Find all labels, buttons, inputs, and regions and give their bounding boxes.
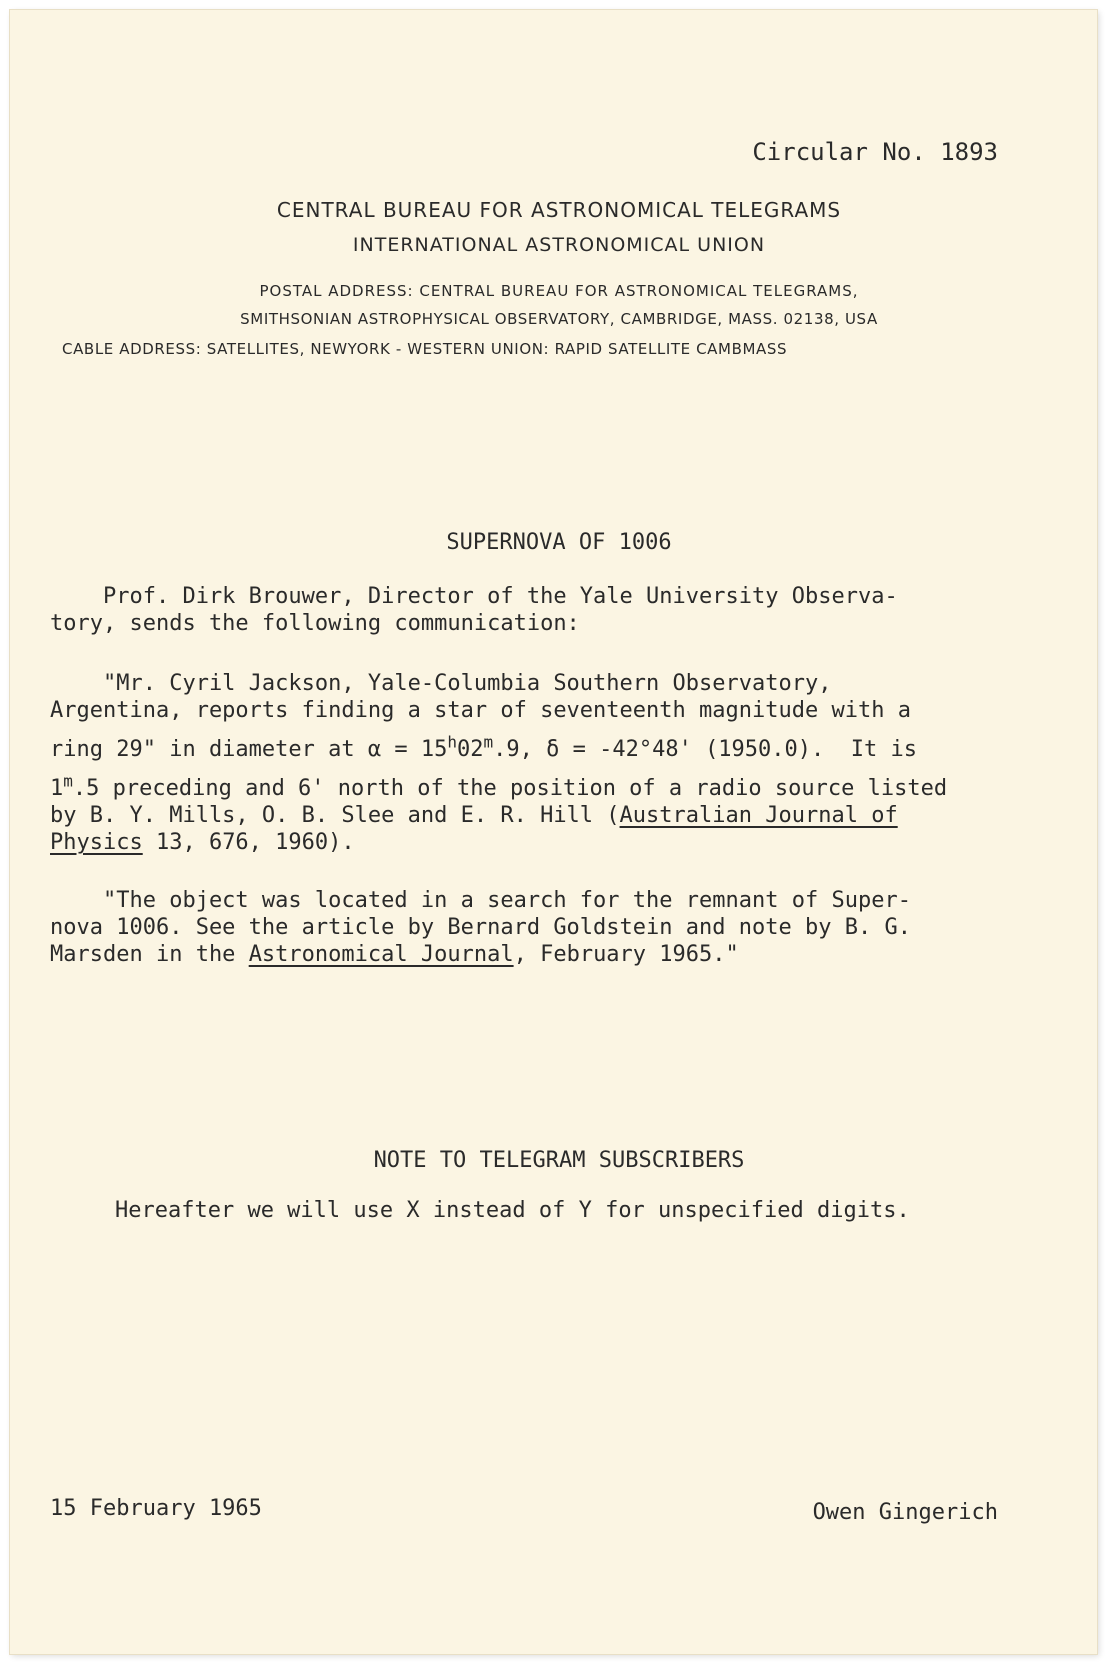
circular-title: SUPERNOVA OF 1006 [446,530,672,555]
text-span: .9, δ = -42°48' (1950.0). It is [493,737,917,762]
superscript: m [63,771,73,791]
signature: Owen Gingerich [812,1500,998,1525]
cable-address: CABLE ADDRESS: SATELLITES, NEWYORK - WESTERN UNION: RAPID SATELLITE CAMBMASS [62,340,788,358]
bureau-heading: CENTRAL BUREAU FOR ASTRONOMICAL TELEGRAMS [276,198,842,222]
circular-number: Circular No. 1893 [752,138,998,166]
postal-address-line-2: SMITHSONIAN ASTROPHYSICAL OBSERVATORY, CAMBRIDGE, MASS. 02138, USA [240,310,878,328]
superscript: h [447,732,457,752]
text-span: , February 1965." [513,942,739,967]
paragraph-intro [50,583,1040,637]
text-span: 02 [457,737,484,762]
paragraph-context [50,887,1040,968]
text-line: tory, sends the following communication: [50,611,580,636]
text-line: "The object was located in a search for the remnant of Super- [50,888,911,913]
journal-reference: Australian Journal of [619,803,898,828]
text-line: "Mr. Cyril Jackson, Yale-Columbia Southern Observatory, [50,671,832,696]
journal-reference: Physics [50,830,143,855]
journal-reference: Astronomical Journal [248,942,514,967]
text-span: Marsden in the [50,942,249,967]
union-heading: INTERNATIONAL ASTRONOMICAL UNION [352,234,766,256]
text-line [50,941,1040,968]
postal-address-line-1: POSTAL ADDRESS: CENTRAL BUREAU FOR ASTRONOMICAL TELEGRAMS, [259,282,859,300]
text-span: 13, 676, 1960). [142,830,355,855]
text-line-coordinates [50,732,1040,763]
issue-date: 15 February 1965 [50,1496,262,1521]
note-text: Hereafter we will use X instead of Y for unspecified digits. [115,1198,910,1223]
text-line: Prof. Dirk Brouwer, Director of the Yale University Observa- [50,584,898,609]
text-line [50,802,1040,829]
text-line [50,829,1040,856]
superscript: m [483,732,494,752]
note-heading: NOTE TO TELEGRAM SUBSCRIBERS [373,1148,745,1173]
paragraph-report [50,670,1040,856]
text-line: nova 1006. See the article by Bernard Goldstein and note by B. G. [50,915,911,940]
text-span: by B. Y. Mills, O. B. Slee and E. R. Hill ( [50,803,620,828]
text-span: ring 29" in diameter at α = 15 [50,737,448,762]
text-span: 1 [50,776,64,801]
text-span: .5 preceding and 6' north of the position of a radio source listed [72,776,948,801]
text-line [50,771,1040,802]
text-line: Argentina, reports finding a star of seventeenth magnitude with a [50,698,911,723]
